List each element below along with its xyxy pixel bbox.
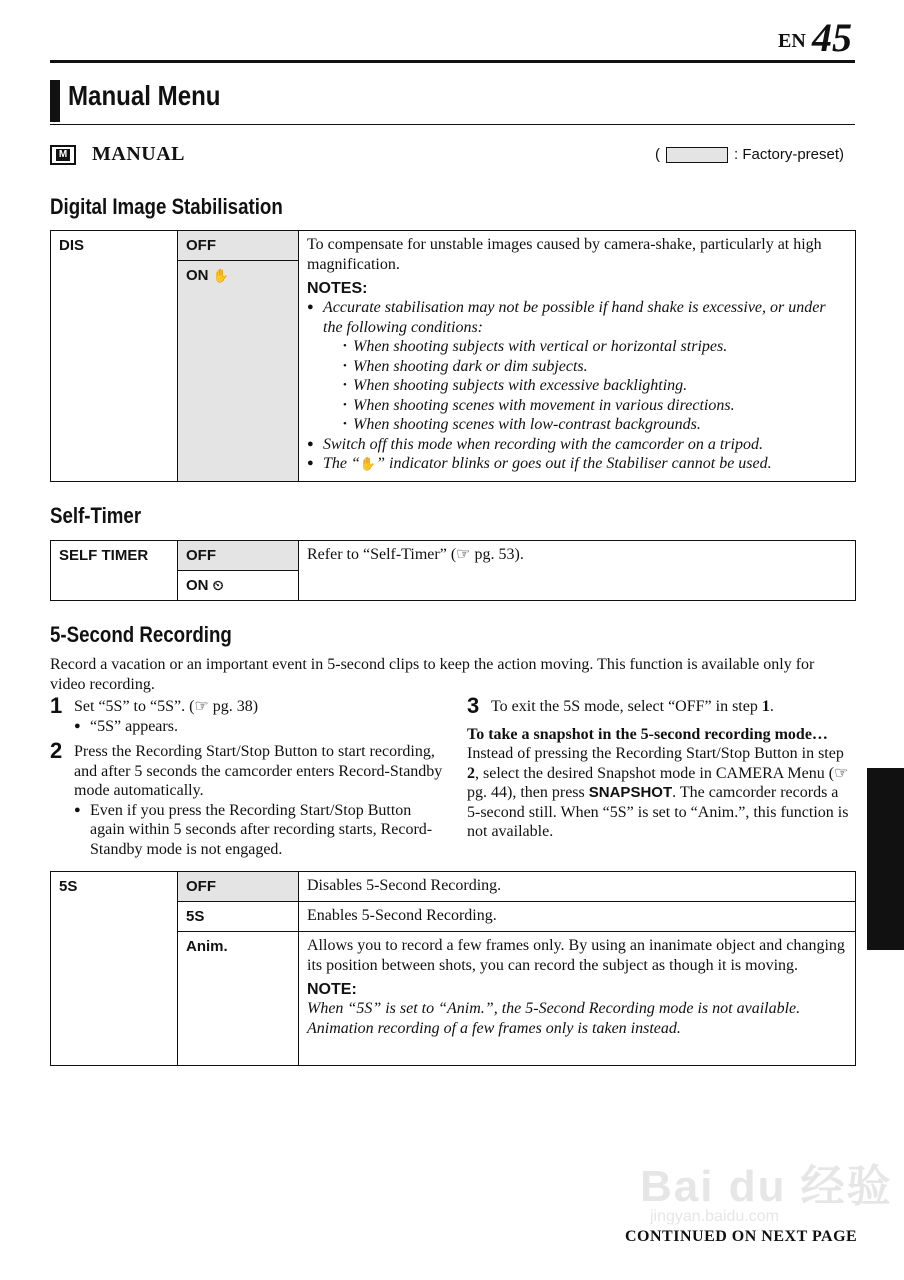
step-1-sub: ● “5S” appears.: [74, 717, 445, 737]
dis-heading: Digital Image Stabilisation: [50, 194, 283, 219]
self-timer-label: SELF TIMER: [51, 541, 178, 601]
dis-notes-heading: NOTES:: [307, 280, 368, 297]
snapshot-text-3: . The camcorder records a 5-second still. When “5S” is set to “Anim.”, this function is not available.: [467, 784, 849, 840]
five-sec-table: [50, 871, 856, 1066]
dis-condition: • When shooting dark or dim subjects.: [339, 357, 847, 377]
self-timer-on: [178, 571, 299, 601]
dis-description-cell: [299, 231, 856, 482]
five-sec-desc-anim-cell: [299, 932, 856, 1066]
five-sec-desc-off: Disables 5-Second Recording.: [299, 872, 856, 902]
factory-paren: (: [655, 146, 660, 163]
step-3: [467, 693, 852, 718]
step-2-sub: ● Even if you press the Recording Start/Stop Button again within 5 seconds after recording starts, Record-Standby mode is not engaged.: [74, 801, 445, 860]
dis-on: [178, 261, 299, 482]
snapshot-step-ref: 2: [467, 764, 475, 782]
watermark-url: jingyan.baidu.com: [650, 1208, 779, 1225]
dis-desc: To compensate for unstable images caused by camera-shake, particularly at high magnification.: [307, 236, 822, 273]
self-timer-table: [50, 540, 856, 601]
dis-condition: • When shooting scenes with movement in various directions.: [339, 396, 847, 416]
dis-note-3: [307, 454, 847, 474]
manual-icon-letter: M: [56, 149, 70, 161]
dis-table: [50, 230, 856, 482]
stabiliser-hand-icon: ✋: [212, 268, 229, 283]
timer-icon: ⏲: [212, 577, 224, 593]
step-3-ref: 1: [761, 698, 770, 715]
step-2-number: 2: [50, 738, 63, 763]
five-sec-opt-off: OFF: [178, 872, 299, 902]
page-lang: EN: [778, 30, 806, 52]
dis-note-1: [307, 298, 847, 435]
side-tab: [867, 768, 904, 950]
manual-mode-icon: [50, 145, 76, 165]
page-title: Manual Menu: [68, 80, 221, 111]
self-timer-heading: Self-Timer: [50, 503, 142, 528]
five-sec-label: 5S: [51, 872, 178, 1066]
step-3-end: .: [769, 698, 774, 715]
step-3-text: To exit the 5S mode, select “OFF” in step: [491, 698, 762, 715]
title-rule: [50, 124, 855, 125]
snapshot-text: [467, 744, 852, 842]
title-bar: [50, 80, 60, 122]
self-timer-off: OFF: [178, 541, 299, 571]
dis-note-3-post: ” indicator blinks or goes out if the Stabiliser cannot be used.: [376, 455, 772, 472]
watermark-logo: Bai du 经验: [640, 1162, 893, 1211]
snapshot-text-1: Instead of pressing the Recording Start/Stop Button in step: [467, 745, 844, 762]
five-sec-steps-left: [50, 693, 445, 859]
page-number: 45: [812, 15, 852, 60]
step-2-text: Press the Recording Start/Stop Button to start recording, and after 5 seconds the camcorder enters Record-Standby mode automatically.: [74, 743, 443, 799]
dis-notes: [307, 298, 847, 474]
factory-text: : Factory-preset): [734, 146, 845, 163]
step-1: [50, 693, 445, 736]
factory-swatch: [666, 147, 728, 163]
five-sec-desc-anim: Allows you to record a few frames only. By using an inanimate object and changing its position between shots, you can record the subject as though it is moving.: [307, 937, 845, 974]
self-timer-on-label: ON: [186, 577, 209, 594]
continued-footer: CONTINUED ON NEXT PAGE: [625, 1228, 858, 1245]
stabiliser-icon: ✋: [359, 456, 377, 471]
step-2: [50, 738, 445, 859]
five-sec-intro: Record a vacation or an important event in 5-second clips to keep the action moving. This function is available only for video recording.: [50, 656, 815, 693]
dis-condition: • When shooting scenes with low-contrast backgrounds.: [339, 415, 847, 435]
snapshot-heading: To take a snapshot in the 5-second recording mode…: [467, 725, 828, 743]
step-1-number: 1: [50, 693, 63, 718]
five-sec-opt-anim: Anim.: [178, 932, 299, 1066]
dis-note-3-pre: The “: [323, 455, 360, 472]
dis-condition: • When shooting subjects with excessive backlighting.: [339, 376, 847, 396]
self-timer-desc: Refer to “Self-Timer” (☞ pg. 53).: [299, 541, 856, 601]
dis-note-1-text: Accurate stabilisation may not be possible if hand shake is excessive, or under the following conditions:: [323, 299, 826, 336]
five-sec-heading: 5-Second Recording: [50, 622, 232, 647]
manual-label: MANUAL: [92, 143, 185, 165]
snapshot-text-2: , select the desired Snapshot mode in CAMERA Menu (☞ pg. 44), then press: [467, 764, 849, 801]
five-sec-note-heading: NOTE:: [307, 981, 357, 998]
step-1-text: Set “5S” to “5S”. (☞ pg. 38): [74, 698, 259, 715]
five-sec-note: When “5S” is set to “Anim.”, the 5-Second Recording mode is not available. Animation recording of a few frames only is taken instead.: [307, 1000, 801, 1037]
snapshot-key: SNAPSHOT: [588, 784, 673, 801]
dis-on-label: ON: [186, 267, 209, 284]
five-sec-opt-5s: 5S: [178, 902, 299, 932]
five-sec-desc-5s: Enables 5-Second Recording.: [299, 902, 856, 932]
step-3-number: 3: [467, 693, 480, 718]
factory-preset-legend: [655, 146, 844, 163]
dis-label: DIS: [51, 231, 178, 482]
dis-note-2: ● Switch off this mode when recording with the camcorder on a tripod.: [307, 435, 847, 455]
dis-off: OFF: [178, 231, 299, 261]
dis-condition: • When shooting subjects with vertical or horizontal stripes.: [339, 337, 847, 357]
five-sec-steps-right: [467, 693, 852, 842]
top-rule: [50, 60, 855, 63]
